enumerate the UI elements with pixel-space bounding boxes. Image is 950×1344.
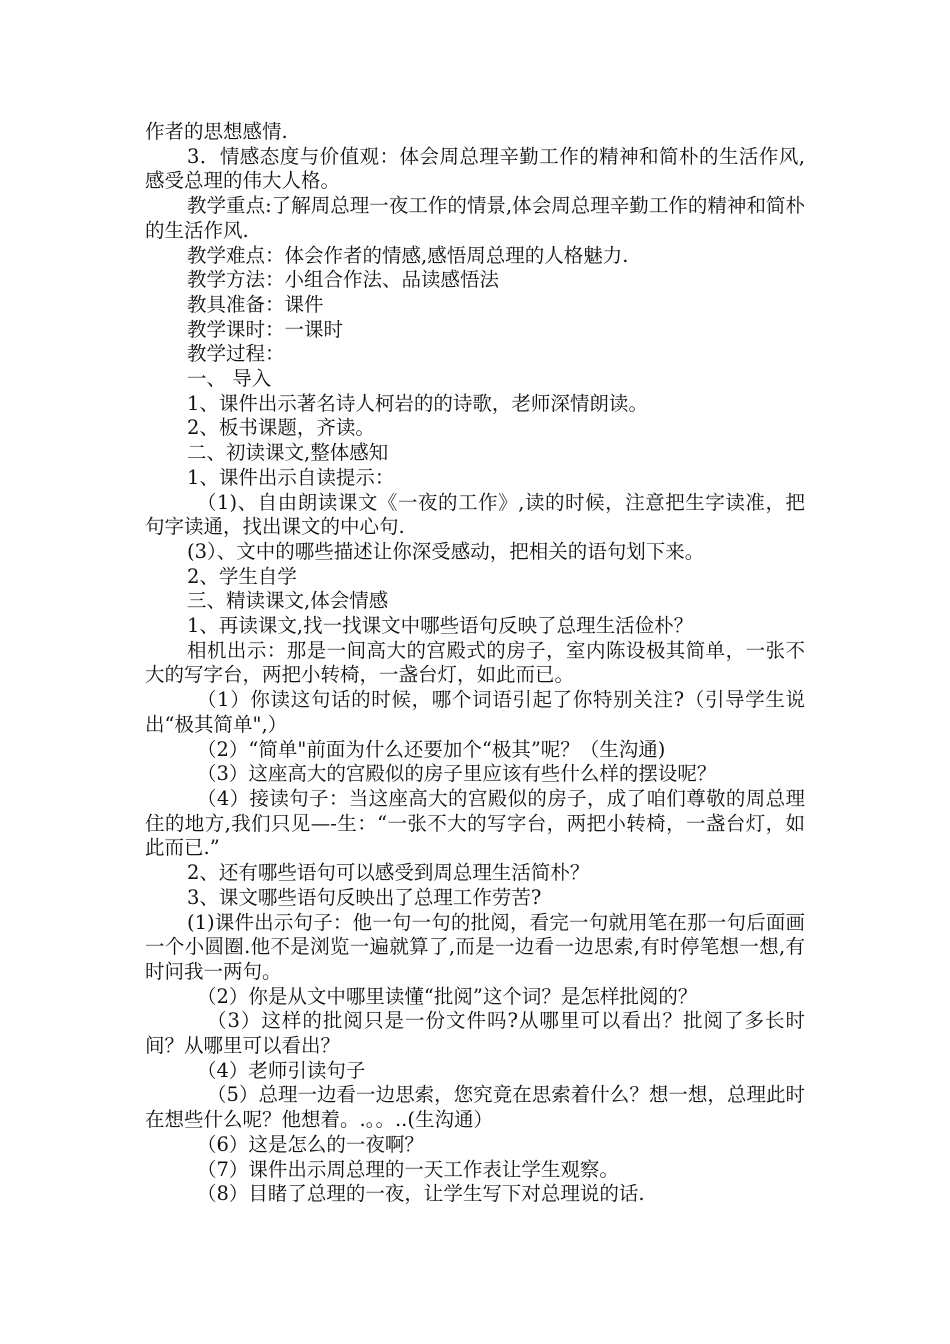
paragraph: 1、再读课文,找一找课文中哪些语句反映了总理生活俭朴？ bbox=[187, 614, 694, 638]
section-heading: 二、初读课文,整体感知 bbox=[187, 441, 389, 465]
paragraph: (3）、文中的哪些描述让你深受感动，把相关的语句划下来。 bbox=[187, 539, 705, 563]
paragraph: 教学过程： bbox=[187, 342, 285, 366]
document-body bbox=[145, 120, 805, 1207]
paragraph: 教学方法：小组合作法、品读感悟法 bbox=[187, 268, 500, 292]
paragraph: 2、还有哪些语句可以感受到周总理生活简朴？ bbox=[187, 861, 590, 885]
paragraph: （3）这样的批阅只是一份文件吗?从哪里可以看出？批阅了多长时间？从哪里可以看出？ bbox=[145, 1009, 805, 1058]
paragraph: （3）这座高大的宫殿似的房子里应该有些什么样的摆设呢？ bbox=[197, 762, 717, 786]
section-heading: 一、 导入 bbox=[187, 367, 272, 391]
paragraph: （2）你是从文中哪里读懂“批阅”这个词？是怎样批阅的？ bbox=[197, 984, 698, 1008]
paragraph: 1、课件出示自读提示： bbox=[187, 465, 395, 489]
paragraph: 教学难点：体会作者的情感,感悟周总理的人格魅力. bbox=[187, 243, 629, 267]
paragraph: (1)课件出示句子：他一句一句的批阅，看完一句就用笔在那一句后面画一个小圆圈.他不是浏览一遍就算了,而是一边看一边思索,有时停笔想一想,有时问我一两句。 bbox=[145, 910, 805, 983]
paragraph: （8）目睹了总理的一夜，让学生写下对总理说的话. bbox=[197, 1182, 645, 1206]
paragraph: （2）“简单"前面为什么还要加个“极其”呢？（生沟通) bbox=[197, 737, 666, 761]
paragraph: （5）总理一边看一边思索，您究竟在思索着什么？想一想，总理此时在想些什么呢？他想着。.。。..(生沟通） bbox=[145, 1083, 805, 1132]
paragraph: 3．情感态度与价值观：体会周总理辛勤工作的精神和简朴的生活作风,感受总理的伟大人格。 bbox=[145, 144, 805, 193]
paragraph: （4）老师引读句子 bbox=[197, 1058, 366, 1082]
paragraph: （1)、自由朗读课文《一夜的工作》,读的时候，注意把生字读准，把句字读通，找出课文的中心句. bbox=[145, 490, 805, 539]
paragraph: （1）你读这句话的时候，哪个词语引起了你特别关注?（引导学生说出“极其简单",） bbox=[145, 688, 805, 736]
paragraph: 1、课件出示著名诗人柯岩的的诗歌，老师深情朗读。 bbox=[187, 391, 648, 415]
paragraph: 相机出示：那是一间高大的宫殿式的房子，室内陈设极其简单，一张不大的写字台，两把小转椅，一盏台灯，如此而已。 bbox=[145, 638, 805, 687]
paragraph: （7）课件出示周总理的一天工作表让学生观察。 bbox=[197, 1157, 619, 1181]
paragraph: （4）接读句子：当这座高大的宫殿似的房子，成了咱们尊敬的周总理住的地方,我们只见—-生：“一张不大的写字台，两把小转椅，一盏台灯，如此而已.” bbox=[145, 786, 805, 860]
paragraph: 作者的思想感情. bbox=[145, 120, 288, 143]
paragraph: 教具准备：课件 bbox=[187, 292, 324, 316]
paragraph: 教学重点:了解周总理一夜工作的情景,体会周总理辛勤工作的精神和简朴的生活作风. bbox=[145, 194, 805, 242]
paragraph: （6）这是怎么的一夜啊？ bbox=[197, 1132, 424, 1156]
paragraph: 2、学生自学 bbox=[187, 564, 297, 588]
paragraph: 3、课文哪些语句反映出了总理工作劳苦? bbox=[187, 885, 542, 909]
section-heading: 三、精读课文,体会情感 bbox=[187, 589, 389, 613]
paragraph: 教学课时：一课时 bbox=[187, 317, 344, 341]
paragraph: 2、板书课题，齐读。 bbox=[187, 416, 375, 440]
